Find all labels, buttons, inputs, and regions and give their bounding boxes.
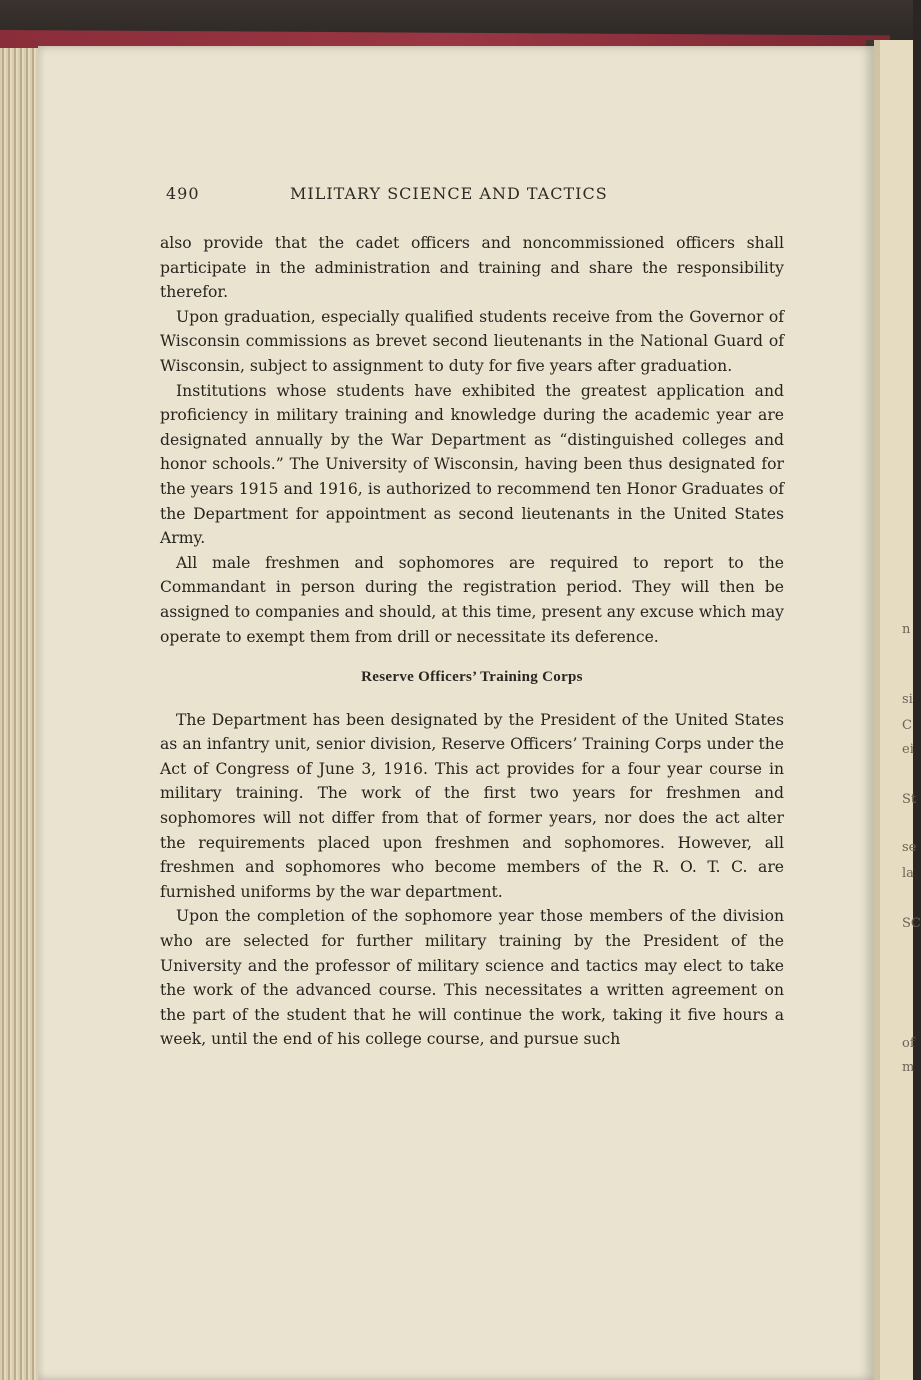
running-header [166, 184, 666, 208]
paragraph: Upon the completion of the sophomore year those members of the division who are selected for further military training by the President of the University and the professor of military science and tactics may elect to take the work of the advanced course. This necessitates a written agreement on the part of the student that he will continue the work, taking it five hours a week, until the end of his college course, and pursue such [160, 907, 784, 1049]
page-stack-edges [0, 48, 40, 1380]
facing-page-fragment: SC [902, 916, 921, 931]
paragraph: Institutions whose students have exhibited the greatest application and proficiency in military training and knowledge during the academic year are designated annually by the War Department as “distinguished colleges and honor schools.” The University of Wisconsin, having been thus designated for the years 1915 and 1916, is authorized to recommend ten Honor Graduates of the Department for appointment as second lieutenants in the United States Army. [160, 381, 784, 548]
facing-page-fragment: C [902, 718, 912, 733]
facing-page-fragment: n [902, 622, 911, 637]
book-page [38, 46, 874, 1380]
facing-page-fragment: si [902, 692, 913, 707]
section-heading: Reserve Officers’ Training Corps [361, 669, 583, 686]
facing-page-fragment: la [902, 866, 914, 881]
facing-page-fragment: ei [902, 742, 914, 757]
paragraph: Upon graduation, especially qualified students receive from the Governor of Wisconsin commissions as brevet second lieutenants in the National Guard of Wisconsin, subject to assignment to duty for five years after graduation. [160, 307, 784, 375]
facing-page-fragment: m [902, 1060, 915, 1075]
page-number: 490 [166, 184, 200, 203]
paragraph: All male freshmen and sophomores are required to report to the Commandant in person during the registration period. They will then be assigned to companies and should, at this time, present any excuse which may operate to exempt them from drill or necessitate its deference. [160, 553, 784, 646]
paragraph: also provide that the cadet officers and noncommissioned officers shall participate in the administration and training and share the responsibility therefor. [160, 234, 784, 302]
page-body [160, 231, 784, 1052]
running-title: MILITARY SCIENCE AND TACTICS [290, 184, 608, 203]
paragraph: The Department has been designated by the President of the United States as an infantry unit, senior division, Reserve Officers’ Training Corps under the Act of Congress of June 3, 1916. This act provides for a four year course in military training. The work of the first two years for freshmen and sophomores will not differ from that of former years, nor does the act alter the requirements placed upon freshmen and sophomores. However, all freshmen and sophomores who become members of the R. O. T. C. are furnished uniforms by the war department. [160, 710, 784, 901]
facing-page-fragment: of [902, 1036, 915, 1051]
facing-page-fragment: St [902, 792, 917, 807]
facing-page-fragment: se [902, 840, 917, 855]
